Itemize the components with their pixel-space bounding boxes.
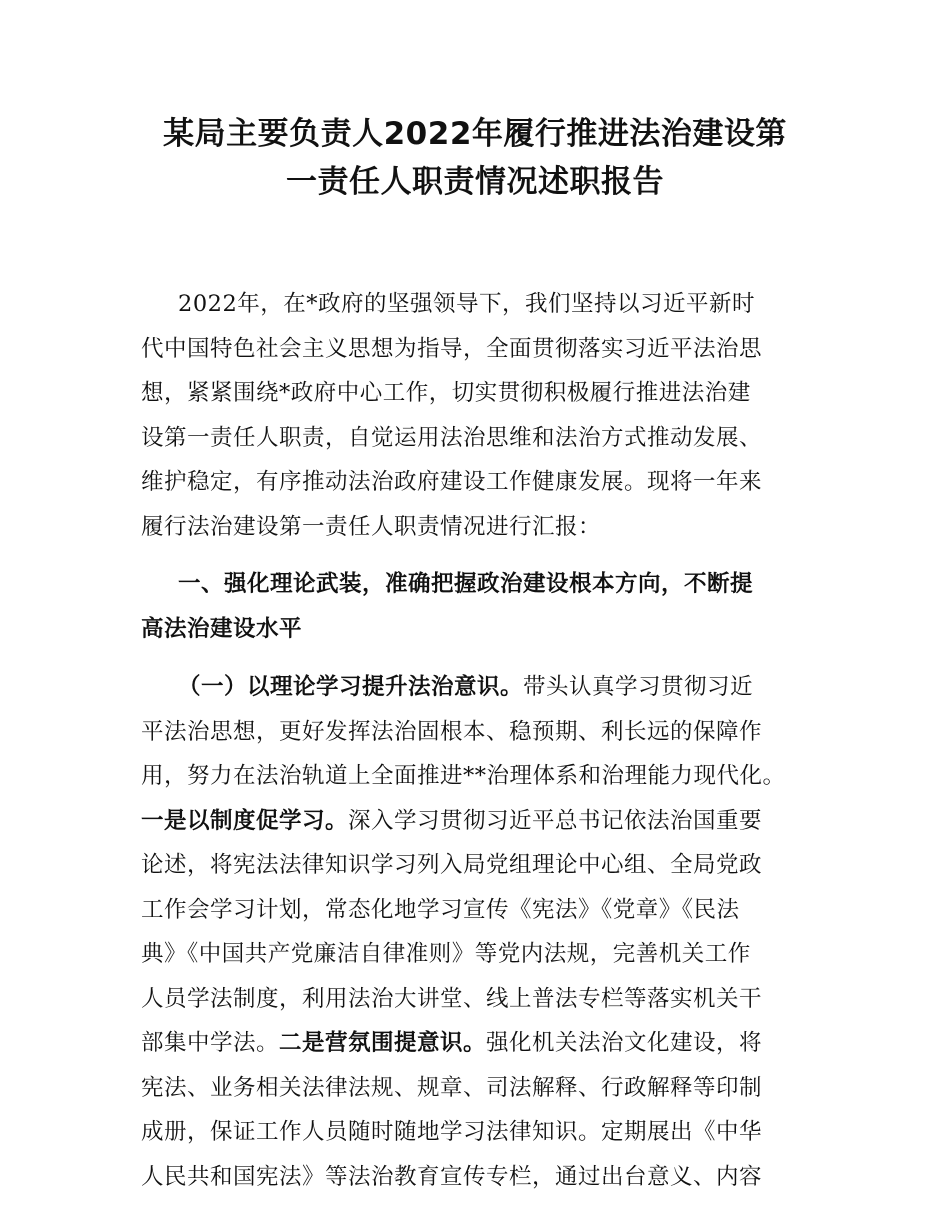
intro-line: 想，紧紧围绕*政府中心工作，切实贯彻积极履行推进法治建 (141, 380, 751, 406)
paragraph-text: 深入学习贯彻习近平总书记依法治国重要 (348, 807, 763, 834)
intro-line: 代中国特色社会主义思想为指导，全面贯彻落实习近平法治思 (141, 335, 763, 362)
paragraph-text: 带头认真学习贯彻习近 (523, 674, 754, 700)
paragraph-line (141, 799, 813, 844)
intro-line: 维护稳定，有序推动法治政府建设工作健康发展。现将一年来 (141, 469, 763, 495)
intro-line: 履行法治建设第一责任人职责情况进行汇报： (141, 513, 602, 540)
document-title (140, 110, 810, 206)
paragraph-line (141, 1021, 813, 1066)
paragraph-line: 人员学法制度，利用法治大讲堂、线上普法专栏等落实机关干 (141, 985, 763, 1012)
title-line-2: 一责任人职责情况述职报告 (286, 164, 664, 200)
paragraph-line: 平法治思想，更好发挥法治固根本、稳预期、利长远的保障作 (141, 718, 763, 745)
paragraph-line: 典》《中国共产党廉洁自律准则》等党内法规，完善机关工作 (141, 941, 751, 967)
paragraph-text: 强化机关法治文化建设，将 (486, 1030, 763, 1056)
paragraph-text: 部集中学法。 (141, 1030, 280, 1056)
paragraph-line: 成册，保证工作人员随时随地学习法律知识。定期展出《中华 (141, 1119, 763, 1145)
point-heading-inline: 一是以制度促学习。 (141, 807, 349, 834)
subheading-inline: （一）以理论学习提升法治意识。 (178, 674, 524, 700)
paragraph-line: 用，努力在法治轨道上全面推进**治理体系和治理能力现代化。 (141, 763, 786, 789)
intro-line: 设第一责任人职责，自觉运用法治思维和法治方式推动发展、 (141, 424, 763, 451)
point-heading-inline: 二是营氛围提意识。 (279, 1030, 487, 1056)
paragraph-line: 人民共和国宪法》等法治教育宣传专栏，通过出台意义、内容 (141, 1163, 763, 1190)
paragraph-line (141, 665, 813, 710)
intro-line: 2022年，在*政府的坚强领导下，我们坚持以习近平新时 (178, 291, 756, 317)
title-line-1: 某局主要负责人2022年履行推进法治建设第 (163, 116, 787, 152)
document-body (141, 282, 813, 1199)
paragraph-line: 论述，将宪法法律知识学习列入局党组理论中心组、全局党政 (141, 852, 763, 878)
section-heading-line: 高法治建设水平 (141, 616, 303, 642)
paragraph-line: 工作会学习计划，常态化地学习宣传《宪法》《党章》《民法 (141, 896, 740, 923)
section-heading-line: 一、强化理论武装，准确把握政治建设根本方向，不断提 (178, 571, 754, 597)
paragraph-line: 宪法、业务相关法律法规、规章、司法解释、行政解释等印制 (141, 1074, 763, 1101)
